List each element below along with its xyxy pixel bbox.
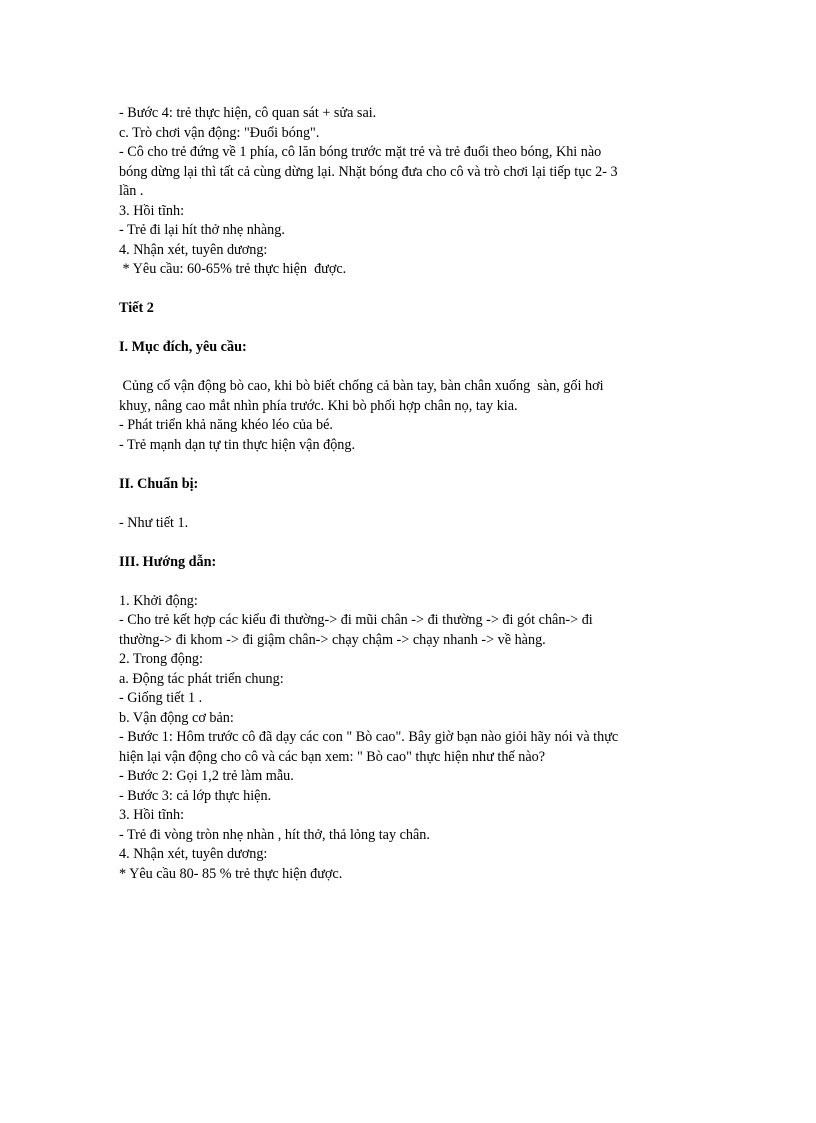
document-body — [119, 104, 699, 884]
spacer — [119, 319, 699, 339]
text-line: - Cho trẻ kết hợp các kiểu đi thường-> đi mũi chân -> đi thường -> đi gót chân-> đi — [119, 612, 593, 628]
text-line: - Như tiết 1. — [119, 514, 189, 531]
text-line: lần . — [119, 183, 144, 199]
text-line: - Giống tiết 1 . — [119, 690, 203, 706]
spacer — [119, 572, 699, 592]
text-line: * Yêu cầu 80- 85 % trẻ thực hiện được. — [119, 865, 343, 882]
text-line: - Bước 4: trẻ thực hiện, cô quan sát + sửa sai. — [119, 105, 377, 121]
section-title-purpose: I. Mục đích, yêu cầu: — [119, 339, 247, 355]
spacer — [119, 358, 699, 378]
text-line: 4. Nhận xét, tuyên dương: — [119, 846, 268, 862]
lesson-title: Tiết 2 — [119, 300, 154, 316]
text-line: - Trẻ mạnh dạn tự tin thực hiện vận động. — [119, 436, 356, 453]
spacer — [119, 494, 699, 514]
text-line: - Bước 3: cả lớp thực hiện. — [119, 787, 272, 804]
text-line: - Trẻ đi lại hít thở nhẹ nhàng. — [119, 222, 285, 238]
text-line: Củng cố vận động bò cao, khi bò biết chống cả bàn tay, bàn chân xuống sàn, gối hơi — [119, 378, 604, 394]
text-line: - Phát triển khả năng khéo léo của bé. — [119, 417, 333, 433]
text-line: hiện lại vận động cho cô và các bạn xem: " Bò cao" thực hiện như thế nào? — [119, 748, 546, 765]
text-line: a. Động tác phát triển chung: — [119, 670, 284, 687]
text-line: b. Vận động cơ bản: — [119, 709, 234, 726]
text-line: - Bước 2: Gọi 1,2 trẻ làm mẫu. — [119, 768, 294, 784]
text-line: 2. Trong động: — [119, 651, 203, 667]
spacer — [119, 455, 699, 475]
text-line: 3. Hồi tĩnh: — [119, 807, 185, 823]
spacer — [119, 533, 699, 553]
text-line: 1. Khởi động: — [119, 592, 198, 609]
text-line: bóng dừng lại thì tất cả cùng dừng lại. Nhặt bóng đưa cho cô và trò chơi lại tiếp tục 2- 3 — [119, 163, 618, 180]
text-line: - Bước 1: Hôm trước cô đã dạy các con " Bò cao". Bây giờ bạn nào giỏi hãy nói và thực — [119, 729, 619, 745]
text-line: - Cô cho trẻ đứng về 1 phía, cô lăn bóng trước mặt trẻ và trẻ đuổi theo bóng, Khi nào — [119, 144, 602, 160]
text-line: c. Trò chơi vận động: "Đuổi bóng". — [119, 124, 320, 141]
text-line: 3. Hồi tĩnh: — [119, 202, 185, 219]
text-line: - Trẻ đi vòng tròn nhẹ nhàn , hít thở, thả lỏng tay chân. — [119, 826, 430, 843]
text-line: 4. Nhận xét, tuyên dương: — [119, 241, 268, 258]
spacer — [119, 280, 699, 300]
section-title-preparation: II. Chuẩn bị: — [119, 475, 199, 492]
text-line: khuỵ, nâng cao mắt nhìn phía trước. Khi bò phối hợp chân nọ, tay kia. — [119, 397, 518, 414]
section-title-guide: III. Hướng dẫn: — [119, 553, 217, 570]
text-line: thường-> đi khom -> đi giậm chân-> chạy chậm -> chạy nhanh -> về hàng. — [119, 631, 546, 648]
text-line: * Yêu cầu: 60-65% trẻ thực hiện được. — [119, 261, 347, 277]
